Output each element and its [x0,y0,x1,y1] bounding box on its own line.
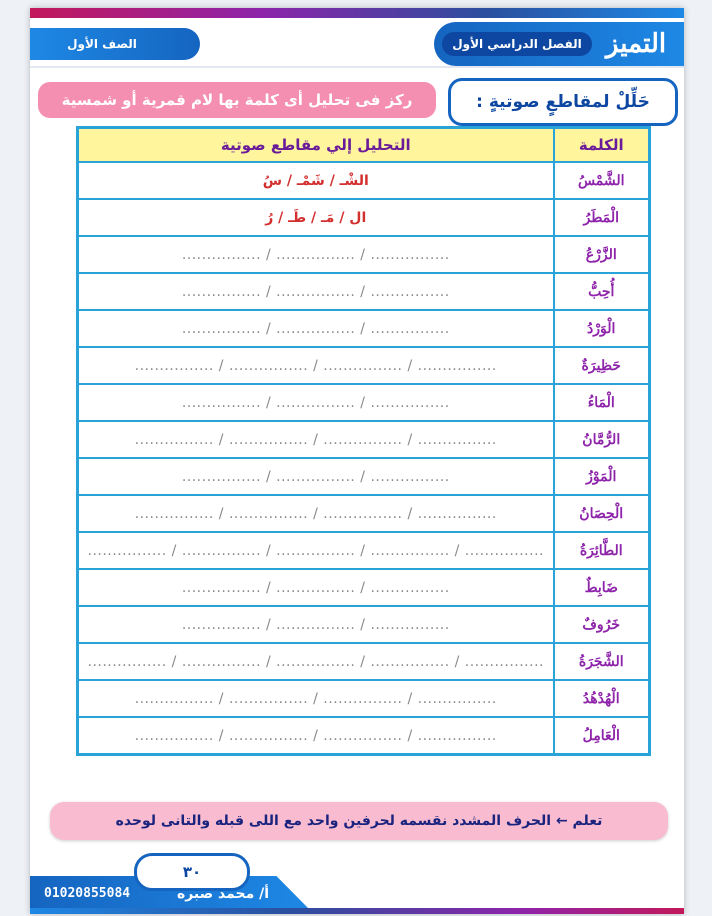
exercise-instruction: ركز فى تحليل أى كلمة بها لام قمرية أو شمسية [38,82,436,118]
table-row [78,532,650,569]
analysis-column-header: التحليل إلي مقاطع صوتية [78,128,554,163]
word-cell: الْعَامِلُ [554,717,650,755]
analysis-cell: ال / مَـ / طَـ / رُ [78,199,554,236]
analysis-blank: ................ / ................ / ................ / ................ [78,421,554,458]
table-row [78,495,650,532]
table-row [78,458,650,495]
bottom-color-stripe [30,908,684,914]
page-number: ٣٠ [134,853,250,891]
word-cell: الزَّرْعُ [554,236,650,273]
analysis-blank: ................ / ................ / ................ / ................ [78,347,554,384]
table-row [78,273,650,310]
analysis-blank: ................ / ................ / ................ / ................ [78,680,554,717]
word-cell: حَظِيرَةٌ [554,347,650,384]
table-row [78,199,650,236]
analysis-blank: ................ / ................ / ................ [78,273,554,310]
analysis-blank: ................ / ................ / ................ [78,569,554,606]
word-cell: الْهُدْهُدُ [554,680,650,717]
analysis-blank: ................ / ................ / ................ [78,384,554,421]
table-row [78,680,650,717]
word-cell: الشَّمْسُ [554,162,650,199]
word-cell: الشَّجَرَةُ [554,643,650,680]
analysis-blank: ................ / ................ / ................ / ................ [78,717,554,755]
analysis-blank: ................ / ................ / ................ [78,606,554,643]
table-row [78,606,650,643]
word-cell: الْمَطَرُ [554,199,650,236]
word-cell: أُحِبُّ [554,273,650,310]
table-row [78,384,650,421]
top-color-stripe [30,8,684,18]
word-cell: الطَّائِرَةُ [554,532,650,569]
table-row [78,310,650,347]
table-row [78,717,650,755]
phone-number: 01020855084 [44,886,131,901]
table-row [78,569,650,606]
word-cell: خَرُوفٌ [554,606,650,643]
table-row [78,162,650,199]
word-cell: الْوَرْدُ [554,310,650,347]
table-row [78,643,650,680]
analysis-blank: ................ / ................ / ................ [78,236,554,273]
word-cell: ضَابِطٌ [554,569,650,606]
brand-logo: التميز [605,29,667,59]
table-row [78,236,650,273]
word-column-header: الكلمة [554,128,650,163]
rule-note: تعلم ← الحرف المشدد نقسمه لحرفين واحد مع اللى قبله والتانى لوحده [50,802,668,840]
author-name: أ/ محمد صبره [176,886,270,902]
analysis-blank: ................ / ................ / ................ / ................ / ................ [78,532,554,569]
analysis-blank: ................ / ................ / ................ / ................ [78,495,554,532]
term-label: الفصل الدراسي الأول [442,32,592,56]
word-cell: الْحِصَانُ [554,495,650,532]
analysis-blank: ................ / ................ / ................ / ................ / ................ [78,643,554,680]
analysis-blank: ................ / ................ / ................ [78,458,554,495]
word-cell: الرُّمَّانُ [554,421,650,458]
analysis-blank: ................ / ................ / ................ [78,310,554,347]
header-divider [30,66,684,68]
syllable-analysis-table [76,126,651,756]
grade-label: الصف الأول [67,37,137,51]
word-cell: الْمَوْزُ [554,458,650,495]
table-row [78,347,650,384]
word-cell: الْمَاءُ [554,384,650,421]
table-header-row [78,128,650,163]
exercise-title: حَلِّلْ لمقاطعٍ صوتيةٍ : [448,78,678,126]
table-row [78,421,650,458]
analysis-cell: الشْـ / شَمْـ / سُ [78,162,554,199]
worksheet-page [30,8,684,914]
